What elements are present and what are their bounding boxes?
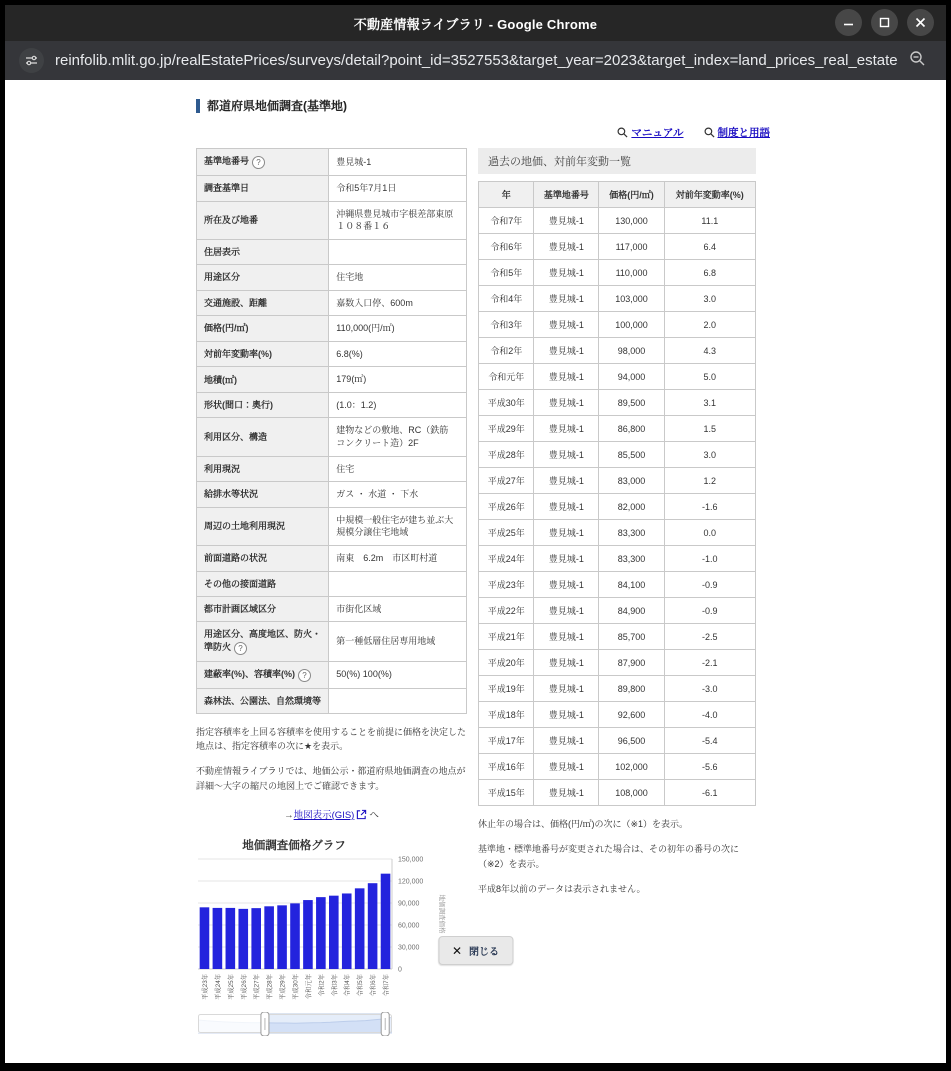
history-cell: -6.1 <box>664 780 755 806</box>
history-row <box>479 338 756 364</box>
history-cell: 3.0 <box>664 286 755 312</box>
history-row <box>479 260 756 286</box>
history-row <box>479 494 756 520</box>
history-row <box>479 624 756 650</box>
history-cell: 84,100 <box>599 572 664 598</box>
chart-bar <box>342 894 352 970</box>
history-note: 休止年の場合は、価格(円/㎡)の次に（※1）を表示。 <box>478 819 689 829</box>
detail-label: 交通施設、距離 <box>197 290 329 316</box>
x-axis-tick-label: 平成23年 <box>201 974 209 1001</box>
detail-row <box>197 456 467 482</box>
history-row <box>479 780 756 806</box>
history-cell: 85,500 <box>599 442 664 468</box>
history-cell: 平成23年 <box>479 572 534 598</box>
history-cell: 令和3年 <box>479 312 534 338</box>
manual-link[interactable]: マニュアル <box>617 125 683 140</box>
history-cell: 平成30年 <box>479 390 534 416</box>
history-cell: 1.2 <box>664 468 755 494</box>
detail-value: 南東 6.2m 市区町村道 <box>329 546 467 572</box>
close-x-icon: ✕ <box>451 943 463 958</box>
detail-row <box>197 571 467 596</box>
detail-label: 地積(㎡) <box>197 367 329 393</box>
detail-row <box>197 149 467 176</box>
history-row <box>479 208 756 234</box>
detail-value: (1.0：1.2) <box>329 392 467 418</box>
x-axis-tick-label: 平成29年 <box>279 974 287 1001</box>
detail-table <box>196 148 467 714</box>
detail-row <box>197 507 467 545</box>
gis-link[interactable]: 地図表示(GIS) <box>293 810 355 822</box>
history-note: 基準地・標準地番号が変更された場合は、その初年の番号の次に（※2）を表示。 <box>478 844 740 869</box>
history-cell: 豊見城-1 <box>534 572 599 598</box>
navigator-selected-range[interactable] <box>265 1014 385 1033</box>
history-cell: 83,300 <box>599 546 664 572</box>
chart-bar <box>381 874 391 969</box>
history-row <box>479 416 756 442</box>
history-row <box>479 364 756 390</box>
history-cell: 豊見城-1 <box>534 754 599 780</box>
history-cell: -1.0 <box>664 546 755 572</box>
history-cell: 令和2年 <box>479 338 534 364</box>
chart-bar <box>290 904 300 970</box>
chart-bar <box>238 909 248 969</box>
history-cell: 令和6年 <box>479 234 534 260</box>
url-bar[interactable] <box>5 41 946 80</box>
history-row <box>479 676 756 702</box>
history-cell: 103,000 <box>599 286 664 312</box>
history-cell: 豊見城-1 <box>534 728 599 754</box>
history-cell: 117,000 <box>599 234 664 260</box>
external-link-icon <box>356 809 367 820</box>
detail-row <box>197 688 467 713</box>
detail-label: 住居表示 <box>197 239 329 264</box>
history-cell: 令和元年 <box>479 364 534 390</box>
detail-row <box>197 316 467 342</box>
history-cell: 4.3 <box>664 338 755 364</box>
detail-label: その他の接面道路 <box>197 571 329 596</box>
detail-row <box>197 290 467 316</box>
history-cell: 平成26年 <box>479 494 534 520</box>
history-cell: 100,000 <box>599 312 664 338</box>
detail-label: 価格(円/㎡) <box>197 316 329 342</box>
history-cell: 0.0 <box>664 520 755 546</box>
help-icon[interactable]: ? <box>298 669 311 682</box>
x-axis-tick-label: 令和3年 <box>331 974 339 997</box>
history-cell: 87,900 <box>599 650 664 676</box>
detail-value: 179(㎡) <box>329 367 467 393</box>
detail-row <box>197 661 467 688</box>
minimize-icon <box>843 17 854 28</box>
history-cell: 11.1 <box>664 208 755 234</box>
history-cell: -2.5 <box>664 624 755 650</box>
history-cell: 平成28年 <box>479 442 534 468</box>
detail-value: 令和5年7月1日 <box>329 176 467 202</box>
gis-link-line: →地図表示(GIS) へ <box>284 810 379 822</box>
history-cell: -5.6 <box>664 754 755 780</box>
detail-value <box>329 239 467 264</box>
history-cell: 1.5 <box>664 416 755 442</box>
history-cell: 6.4 <box>664 234 755 260</box>
history-row <box>479 650 756 676</box>
tune-icon <box>24 53 39 68</box>
detail-value: 住宅地 <box>329 264 467 290</box>
history-cell: -3.0 <box>664 676 755 702</box>
history-cell: 豊見城-1 <box>534 702 599 728</box>
detail-row <box>197 341 467 367</box>
history-column-header: 対前年変動率(%) <box>664 182 755 208</box>
history-column-header: 年 <box>479 182 534 208</box>
x-axis-tick-label: 令和4年 <box>344 974 352 997</box>
history-cell: 平成21年 <box>479 624 534 650</box>
history-cell: -0.9 <box>664 572 755 598</box>
history-cell: 平成29年 <box>479 416 534 442</box>
history-cell: 豊見城-1 <box>534 780 599 806</box>
x-axis-tick-label: 令和7年 <box>383 974 391 997</box>
chart-bar <box>368 883 378 969</box>
history-cell: 豊見城-1 <box>534 390 599 416</box>
chart-bar <box>329 896 339 969</box>
chart-bar <box>277 906 287 970</box>
detail-row <box>197 176 467 202</box>
left-column <box>196 148 467 1036</box>
y-axis-tick-label: 0 <box>398 966 402 974</box>
history-cell: 89,500 <box>599 390 664 416</box>
detail-row <box>197 201 467 239</box>
window-titlebar <box>5 5 946 41</box>
history-cell: 3.1 <box>664 390 755 416</box>
chart-bar <box>355 889 365 970</box>
history-row <box>479 572 756 598</box>
history-cell: -0.9 <box>664 598 755 624</box>
history-cell: 豊見城-1 <box>534 312 599 338</box>
history-cell: 96,500 <box>599 728 664 754</box>
chart-bar <box>200 908 210 970</box>
y-axis-tick-label: 60,000 <box>398 922 420 930</box>
detail-value <box>329 688 467 713</box>
detail-label: 前面道路の状況 <box>197 546 329 572</box>
history-cell: -5.4 <box>664 728 755 754</box>
detail-label: 対前年変動率(%) <box>197 341 329 367</box>
window-controls <box>835 9 934 36</box>
close-dialog-button[interactable]: ✕ 閉じる <box>438 936 513 965</box>
history-cell: 平成22年 <box>479 598 534 624</box>
x-axis-tick-label: 平成26年 <box>240 974 248 1001</box>
detail-label: 用途区分 <box>197 264 329 290</box>
detail-value: 6.8(%) <box>329 341 467 367</box>
x-axis-tick-label: 平成24年 <box>214 974 222 1001</box>
history-cell: 平成16年 <box>479 754 534 780</box>
detail-value: 中規模一般住宅が建ち並ぶ大規模分譲住宅地域 <box>329 507 467 545</box>
x-axis-tick-label: 令和2年 <box>318 974 326 997</box>
history-cell: 83,300 <box>599 520 664 546</box>
detail-value <box>329 571 467 596</box>
maximize-button[interactable] <box>871 9 898 36</box>
history-cell: 豊見城-1 <box>534 546 599 572</box>
detail-note: 不動産情報ライブラリでは、地価公示・都道府県地価調査の地点が詳細～大字の縮尺の地図上でご確認できます。 <box>196 766 466 791</box>
history-row <box>479 702 756 728</box>
page-content <box>5 80 946 1063</box>
history-cell: 令和5年 <box>479 260 534 286</box>
detail-label: 所在及び地番 <box>197 201 329 239</box>
detail-value: 嘉数入口停、600m <box>329 290 467 316</box>
x-axis-tick-label: 令和6年 <box>370 974 378 997</box>
detail-label: 森林法、公園法、自然環境等 <box>197 688 329 713</box>
history-cell: 豊見城-1 <box>534 208 599 234</box>
price-chart-block <box>196 837 446 1036</box>
detail-label: 給排水等状況 <box>197 482 329 508</box>
history-column-header: 価格(円/㎡) <box>599 182 664 208</box>
history-cell: 83,000 <box>599 468 664 494</box>
page-title: 都道府県地価調査(基準地) <box>196 99 347 113</box>
history-note: 平成8年以前のデータは表示されません。 <box>478 884 646 895</box>
history-row <box>479 442 756 468</box>
detail-row <box>197 367 467 393</box>
history-cell: 豊見城-1 <box>534 286 599 312</box>
detail-note: 指定容積率を上回る容積率を使用することを前提に価格を決定した地点は、指定容積率の次に★を表示。 <box>196 726 467 752</box>
history-cell: 92,600 <box>599 702 664 728</box>
history-cell: 94,000 <box>599 364 664 390</box>
detail-row <box>197 239 467 264</box>
minimize-button[interactable] <box>835 9 862 36</box>
history-cell: -1.6 <box>664 494 755 520</box>
history-cell: 豊見城-1 <box>534 416 599 442</box>
history-section-title: 過去の地価、対前年変動一覧 <box>478 148 756 174</box>
detail-label: 基準地番号 ? <box>197 149 329 176</box>
history-table <box>478 181 756 806</box>
history-cell: 豊見城-1 <box>534 338 599 364</box>
history-cell: 5.0 <box>664 364 755 390</box>
history-column-header: 基準地番号 <box>534 182 599 208</box>
url-text[interactable]: reinfolib.mlit.go.jp/realEstatePrices/surveys/detail?point_id=3527553&target_year=2023&target_index=land_prices_real_estate <box>55 52 898 69</box>
x-axis-tick-label: 平成28年 <box>266 974 274 1001</box>
search-icon <box>617 127 628 138</box>
history-cell: 豊見城-1 <box>534 260 599 286</box>
detail-row <box>197 546 467 572</box>
x-axis-tick-label: 平成30年 <box>292 974 300 1001</box>
history-row <box>479 234 756 260</box>
history-cell: 130,000 <box>599 208 664 234</box>
detail-value: 沖縄県豊見城市字根差部東原１０８番１６ <box>329 201 467 239</box>
detail-row <box>197 596 467 622</box>
navigator-outside-range[interactable] <box>198 1014 265 1033</box>
right-column <box>478 148 756 897</box>
history-cell: 令和7年 <box>479 208 534 234</box>
terms-link[interactable]: 制度と用語 <box>704 125 771 140</box>
history-cell: 豊見城-1 <box>534 442 599 468</box>
detail-value: 110,000(円/㎡) <box>329 316 467 342</box>
detail-value: ガス ・ 水道 ・ 下水 <box>329 482 467 508</box>
history-cell: 平成20年 <box>479 650 534 676</box>
detail-row <box>197 418 467 456</box>
x-axis-tick-label: 令和元年 <box>305 974 313 1000</box>
y-axis-tick-label: 150,000 <box>398 856 424 864</box>
history-row <box>479 312 756 338</box>
history-row <box>479 520 756 546</box>
top-links <box>617 125 770 140</box>
history-cell: 89,800 <box>599 676 664 702</box>
site-info-button[interactable] <box>19 48 44 73</box>
history-cell: 平成18年 <box>479 702 534 728</box>
history-row <box>479 390 756 416</box>
detail-label: 利用区分、構造 <box>197 418 329 456</box>
detail-label: 形状(間口：奥行) <box>197 392 329 418</box>
history-cell: 86,800 <box>599 416 664 442</box>
history-cell: 102,000 <box>599 754 664 780</box>
detail-label: 都市計画区域区分 <box>197 596 329 622</box>
zoom-out-icon[interactable] <box>909 50 926 72</box>
detail-row <box>197 264 467 290</box>
history-cell: 豊見城-1 <box>534 364 599 390</box>
chart-title: 地価調査価格グラフ <box>242 840 346 853</box>
history-cell: 豊見城-1 <box>534 234 599 260</box>
chart-bar <box>303 900 313 969</box>
y-axis-title: 地価調査価格 <box>438 894 445 934</box>
history-cell: 豊見城-1 <box>534 598 599 624</box>
detail-label: 用途区分、高度地区、防火・準防火 ? <box>197 622 329 661</box>
history-cell: 豊見城-1 <box>534 520 599 546</box>
history-cell: 豊見城-1 <box>534 650 599 676</box>
detail-row <box>197 622 467 661</box>
chart-bar <box>316 897 326 969</box>
y-axis-tick-label: 90,000 <box>398 900 420 908</box>
history-row <box>479 728 756 754</box>
chart-bar <box>264 907 274 970</box>
detail-value: 豊見城-1 <box>329 149 467 176</box>
detail-label: 利用現況 <box>197 456 329 482</box>
history-cell: 豊見城-1 <box>534 494 599 520</box>
price-chart <box>196 855 446 1007</box>
history-cell: 84,900 <box>599 598 664 624</box>
history-cell: 平成17年 <box>479 728 534 754</box>
history-cell: 平成15年 <box>479 780 534 806</box>
history-row <box>479 598 756 624</box>
maximize-icon <box>879 17 890 28</box>
history-cell: 2.0 <box>664 312 755 338</box>
detail-label: 建蔽率(%)、容積率(%) ? <box>197 661 329 688</box>
detail-value: 住宅 <box>329 456 467 482</box>
chart-navigator[interactable] <box>198 1012 392 1036</box>
history-cell: 平成27年 <box>479 468 534 494</box>
detail-value: 50(%) 100(%) <box>329 661 467 688</box>
history-cell: 85,700 <box>599 624 664 650</box>
detail-row <box>197 392 467 418</box>
detail-value: 第一種低層住居専用地域 <box>329 622 467 661</box>
x-axis-tick-label: 平成25年 <box>227 974 235 1001</box>
window-close-button[interactable] <box>907 9 934 36</box>
history-row <box>479 546 756 572</box>
history-cell: 令和4年 <box>479 286 534 312</box>
detail-row <box>197 482 467 508</box>
history-cell: 110,000 <box>599 260 664 286</box>
history-cell: 豊見城-1 <box>534 676 599 702</box>
window-title: 不動産情報ライブラリ - Google Chrome <box>353 16 598 32</box>
chart-bar <box>226 908 236 969</box>
history-cell: 98,000 <box>599 338 664 364</box>
history-cell: 豊見城-1 <box>534 624 599 650</box>
history-cell: -2.1 <box>664 650 755 676</box>
history-cell: 108,000 <box>599 780 664 806</box>
y-axis-tick-label: 120,000 <box>398 878 424 886</box>
history-cell: -4.0 <box>664 702 755 728</box>
history-cell: 6.8 <box>664 260 755 286</box>
history-row <box>479 468 756 494</box>
search-icon <box>704 127 715 138</box>
history-cell: 平成25年 <box>479 520 534 546</box>
detail-label: 周辺の土地利用現況 <box>197 507 329 545</box>
history-cell: 82,000 <box>599 494 664 520</box>
x-axis-tick-label: 令和5年 <box>357 974 365 997</box>
history-cell: 3.0 <box>664 442 755 468</box>
history-row <box>479 754 756 780</box>
history-cell: 平成24年 <box>479 546 534 572</box>
history-cell: 平成19年 <box>479 676 534 702</box>
y-axis-tick-label: 30,000 <box>398 944 420 952</box>
help-icon[interactable]: ? <box>234 642 247 655</box>
detail-label: 調査基準日 <box>197 176 329 202</box>
history-cell: 豊見城-1 <box>534 468 599 494</box>
detail-value: 建物などの敷地、RC（鉄筋 コンクリート造）2F <box>329 418 467 456</box>
detail-value: 市街化区域 <box>329 596 467 622</box>
history-row <box>479 286 756 312</box>
history-header-row <box>479 182 756 208</box>
help-icon[interactable]: ? <box>252 156 265 169</box>
chart-bar <box>213 908 223 969</box>
chart-bar <box>251 908 261 969</box>
close-icon <box>915 17 926 28</box>
x-axis-tick-label: 平成27年 <box>253 974 261 1001</box>
